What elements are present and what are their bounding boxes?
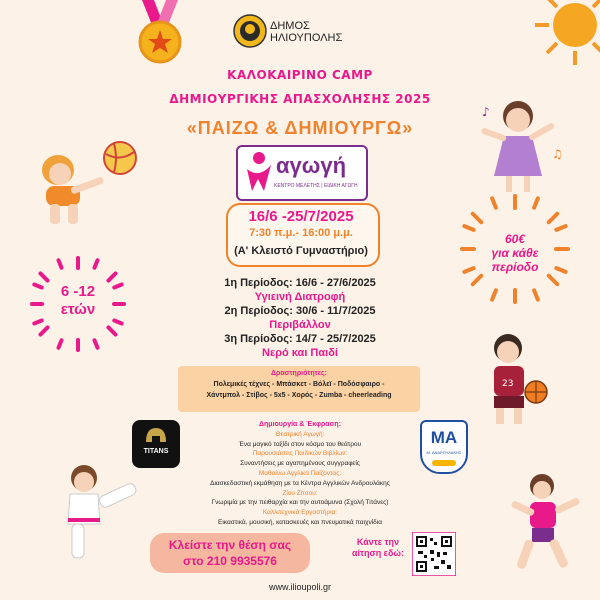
ma-ribbon — [432, 460, 456, 466]
running-girl-icon — [500, 468, 590, 578]
ma-logo — [420, 420, 468, 474]
price-amount: 60€ — [504, 232, 526, 246]
camp-title-line1: ΚΑΛΟΚΑΙΡΙΝΟ CAMP — [227, 68, 373, 82]
creativity-heading: Δημιουργία & Έκφραση: — [259, 421, 341, 428]
creativity-item-4-desc: Γνωριμία με την πειθαρχία και την αυτοάμυνα (Σχολή Τιτάνες) — [211, 499, 389, 507]
price-per: για κάθε — [491, 246, 539, 260]
period-3-label: 3η Περίοδος: 14/7 - 25/7/2025 — [224, 333, 376, 345]
periods-list — [190, 276, 410, 360]
qr-code-icon[interactable] — [412, 532, 456, 576]
price-period: περίοδο — [491, 260, 539, 274]
period-3-theme: Νερό και Παιδί — [262, 347, 338, 359]
activities-heading: Δραστηριότητες: — [270, 370, 328, 377]
dancing-girl-icon — [480, 96, 570, 196]
activities-text — [178, 368, 420, 401]
basketball-boy-icon — [480, 330, 560, 430]
period-2-theme: Περιβάλλον — [269, 319, 331, 331]
dates-hours: 7:30 π.μ.- 16:00 μ.μ. — [249, 227, 353, 239]
booking-text — [150, 537, 310, 569]
partner-logo — [236, 145, 368, 201]
creativity-item-3-desc: Διασκεδαστική εκμάθηση με τα Κέντρα Αγγλικών Ανδρουλάκης — [210, 479, 390, 487]
svg-text:23: 23 — [502, 379, 514, 389]
age-badge-text — [40, 283, 116, 319]
apply-line1: Κάντε την — [356, 537, 400, 547]
creativity-item-2-desc: Συναντήσεις με αγαπημένους συγγραφείς — [240, 460, 360, 468]
creativity-item-4-title: Ζίου Ζίτσου: — [282, 489, 318, 497]
sun-icon — [535, 0, 600, 65]
creativity-item-1-desc: Ένα μαγικό ταξίδι στον κόσμο του θεάτρου — [238, 440, 362, 448]
medal-icon — [130, 0, 190, 70]
website-link[interactable]: www.ilioupoli.gr — [268, 582, 332, 592]
apply-line2: αίτηση εδώ: — [351, 548, 405, 558]
apply-text — [346, 537, 410, 559]
creativity-item-3-title: Μαθαίνω Αγγλικά Παίζοντας: — [258, 469, 342, 477]
helmet-icon — [144, 426, 168, 444]
activities-line2: Χάντμπολ - Στίβος - 5x5 - Χορός - Zumba - cheerleading — [206, 392, 392, 399]
creativity-item-1-title: Θεατρική Αγωγή: — [275, 430, 325, 438]
age-unit: ετών — [60, 301, 96, 318]
ma-letters: MA — [430, 428, 458, 447]
municipality-line2: ΗΛΙΟΥΠΟΛΗΣ — [270, 32, 343, 44]
camp-slogan: «ΠΑΙΖΩ & ΔΗΜΙΟΥΡΓΩ» — [186, 118, 414, 138]
period-2-label: 2η Περίοδος: 30/6 - 11/7/2025 — [224, 305, 376, 317]
municipality-logo-icon — [233, 14, 267, 48]
activities-line1: Πολεμικές τέχνες - Μπάσκετ - Βόλεϊ - Ποδόσφαιρο - — [213, 381, 385, 388]
svg-text:♪: ♪ — [482, 105, 490, 119]
camp-title-line2: ΔΗΜΙΟΥΡΓΙΚΗΣ ΑΠΑΣΧΟΛΗΣΗΣ 2025 — [169, 92, 431, 106]
creativity-item-5-desc: Εικαστικά, μουσική, κατασκευές και πνευματικά παιχνίδια — [218, 518, 382, 526]
period-1-theme: Υγιεινή Διατροφή — [254, 291, 346, 303]
period-1-label: 1η Περίοδος: 16/6 - 27/6/2025 — [224, 277, 376, 289]
creativity-section — [180, 420, 420, 528]
booking-line2: στο 210 9935576 — [183, 554, 277, 568]
dates-range: 16/6 -25/7/2025 — [248, 208, 354, 225]
partner-name: αγωγή — [276, 153, 347, 178]
svg-text:♫: ♫ — [552, 147, 563, 161]
titans-name: TITANS — [143, 448, 169, 455]
creativity-item-5-title: Καλλιτεχνικά Εργαστήρια: — [262, 509, 338, 517]
creativity-item-2-title: Παρουσιάσεις Παιδικών Βιβλίων: — [252, 450, 348, 458]
partner-subtitle: ΚΕΝΤΡΟ ΜΕΛΕΤΗΣ | ΕΙΔΙΚΗ ΑΓΩΓΗ — [274, 183, 358, 189]
karate-girl-icon — [50, 462, 140, 562]
person-icon — [244, 151, 274, 193]
ma-subtitle: Μ. ΑΝΔΡΟΥΛΑΚΗΣ — [426, 450, 462, 455]
municipality-line1: ΔΗΜΟΣ — [270, 20, 310, 32]
price-badge-text — [470, 232, 560, 274]
age-range: 6 -12 — [60, 283, 96, 300]
booking-line1: Κλείστε την θέση σας — [168, 538, 292, 552]
titans-logo — [132, 420, 180, 468]
dates-venue: (Α' Κλειστό Γυμναστήριο) — [234, 245, 368, 257]
volleyball-girl-icon — [10, 136, 140, 226]
municipality-name — [270, 20, 342, 44]
